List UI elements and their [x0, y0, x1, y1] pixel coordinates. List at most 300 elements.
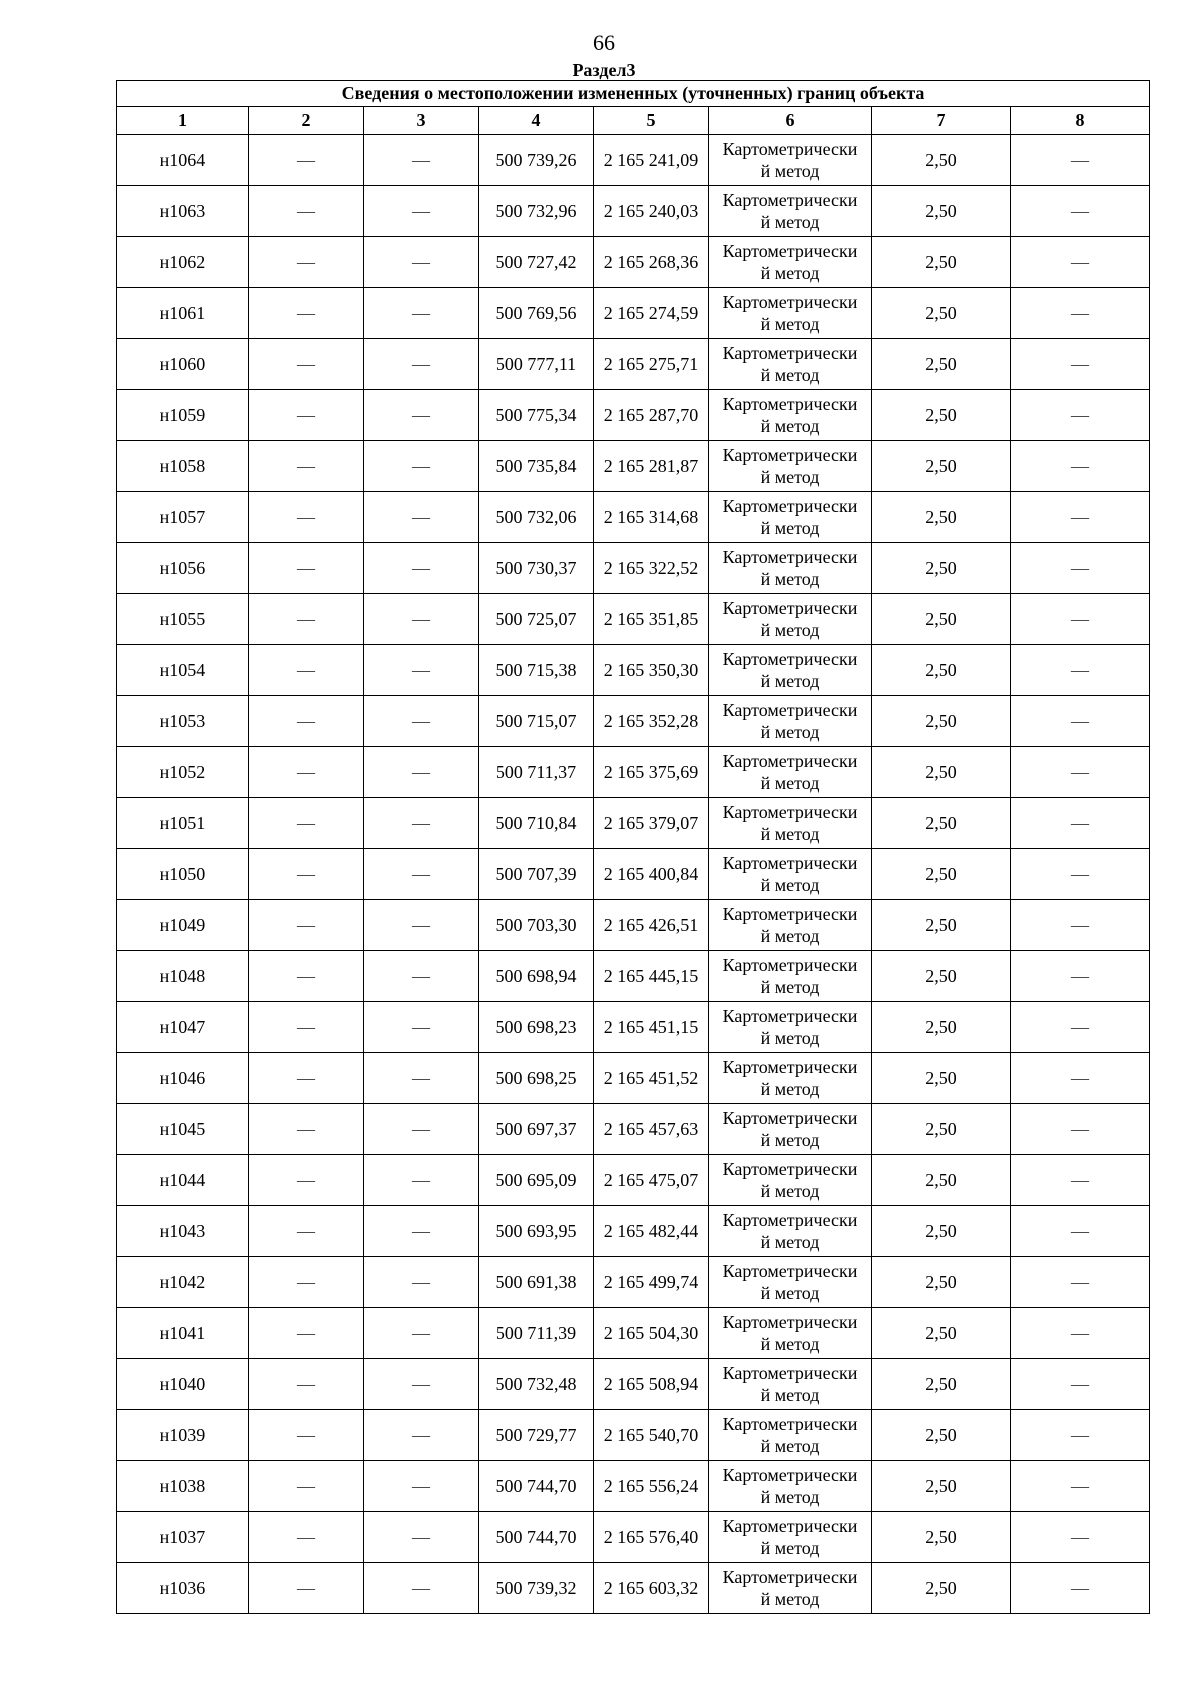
table-row — [117, 1563, 1150, 1614]
dash-cell: — — [249, 594, 364, 645]
point-number-cell: н1047 — [117, 1002, 249, 1053]
point-number-cell: н1040 — [117, 1359, 249, 1410]
method-line-1: Картометрически — [722, 904, 858, 924]
method-cell — [709, 1410, 872, 1461]
dash-cell: — — [249, 492, 364, 543]
dash-cell: — — [364, 1053, 479, 1104]
table-row — [117, 1461, 1150, 1512]
dash-cell: — — [1011, 594, 1150, 645]
precision-cell: 2,50 — [872, 135, 1011, 186]
method-line-1: Картометрически — [722, 700, 858, 720]
dash-cell: — — [364, 1104, 479, 1155]
table-row — [117, 441, 1150, 492]
x-coordinate-cell: 500 744,70 — [479, 1512, 594, 1563]
dash-cell: — — [1011, 747, 1150, 798]
x-coordinate-cell: 500 730,37 — [479, 543, 594, 594]
y-coordinate-cell: 2 165 451,15 — [594, 1002, 709, 1053]
table-row — [117, 900, 1150, 951]
precision-cell: 2,50 — [872, 1359, 1011, 1410]
dash-cell: — — [364, 441, 479, 492]
precision-cell: 2,50 — [872, 1053, 1011, 1104]
table-row — [117, 1155, 1150, 1206]
table-row — [117, 645, 1150, 696]
method-line-2: й метод — [760, 671, 820, 691]
column-header-3: 3 — [364, 107, 479, 135]
precision-cell: 2,50 — [872, 594, 1011, 645]
method-cell — [709, 1461, 872, 1512]
dash-cell: — — [1011, 1512, 1150, 1563]
method-line-2: й метод — [760, 1283, 820, 1303]
method-cell — [709, 1155, 872, 1206]
method-cell — [709, 237, 872, 288]
dash-cell: — — [364, 849, 479, 900]
dash-cell: — — [364, 1512, 479, 1563]
y-coordinate-cell: 2 165 475,07 — [594, 1155, 709, 1206]
dash-cell: — — [364, 747, 479, 798]
method-line-2: й метод — [760, 926, 820, 946]
x-coordinate-cell: 500 775,34 — [479, 390, 594, 441]
x-coordinate-cell: 500 732,48 — [479, 1359, 594, 1410]
method-line-2: й метод — [760, 212, 820, 232]
dash-cell: — — [364, 135, 479, 186]
dash-cell: — — [1011, 543, 1150, 594]
dash-cell: — — [249, 1002, 364, 1053]
x-coordinate-cell: 500 729,77 — [479, 1410, 594, 1461]
method-line-1: Картометрически — [722, 1465, 858, 1485]
dash-cell: — — [364, 492, 479, 543]
method-cell — [709, 1053, 872, 1104]
dash-cell: — — [364, 1002, 479, 1053]
precision-cell: 2,50 — [872, 849, 1011, 900]
point-number-cell: н1064 — [117, 135, 249, 186]
dash-cell: — — [1011, 1053, 1150, 1104]
method-cell — [709, 135, 872, 186]
precision-cell: 2,50 — [872, 747, 1011, 798]
dash-cell: — — [1011, 645, 1150, 696]
dash-cell: — — [1011, 492, 1150, 543]
point-number-cell: н1049 — [117, 900, 249, 951]
method-line-2: й метод — [760, 569, 820, 589]
y-coordinate-cell: 2 165 426,51 — [594, 900, 709, 951]
dash-cell: — — [1011, 1563, 1150, 1614]
dash-cell: — — [1011, 390, 1150, 441]
method-line-2: й метод — [760, 467, 820, 487]
method-line-1: Картометрически — [722, 598, 858, 618]
y-coordinate-cell: 2 165 350,30 — [594, 645, 709, 696]
dash-cell: — — [249, 1461, 364, 1512]
section-title: Раздел3 — [572, 60, 636, 80]
y-coordinate-cell: 2 165 445,15 — [594, 951, 709, 1002]
y-coordinate-cell: 2 165 274,59 — [594, 288, 709, 339]
table-row — [117, 747, 1150, 798]
dash-cell: — — [249, 1206, 364, 1257]
point-number-cell: н1041 — [117, 1308, 249, 1359]
precision-cell: 2,50 — [872, 1512, 1011, 1563]
dash-cell: — — [249, 1257, 364, 1308]
dash-cell: — — [1011, 696, 1150, 747]
method-line-2: й метод — [760, 773, 820, 793]
method-line-1: Картометрически — [722, 802, 858, 822]
table-row — [117, 1512, 1150, 1563]
x-coordinate-cell: 500 732,06 — [479, 492, 594, 543]
method-line-2: й метод — [760, 977, 820, 997]
y-coordinate-cell: 2 165 240,03 — [594, 186, 709, 237]
method-line-2: й метод — [760, 824, 820, 844]
table-row — [117, 1410, 1150, 1461]
dash-cell: — — [364, 798, 479, 849]
method-line-2: й метод — [760, 1334, 820, 1354]
precision-cell: 2,50 — [872, 492, 1011, 543]
dash-cell: — — [1011, 288, 1150, 339]
dash-cell: — — [364, 1563, 479, 1614]
method-cell — [709, 1002, 872, 1053]
dash-cell: — — [1011, 1104, 1150, 1155]
method-line-1: Картометрически — [722, 1057, 858, 1077]
x-coordinate-cell: 500 698,25 — [479, 1053, 594, 1104]
y-coordinate-cell: 2 165 504,30 — [594, 1308, 709, 1359]
x-coordinate-cell: 500 698,23 — [479, 1002, 594, 1053]
precision-cell: 2,50 — [872, 951, 1011, 1002]
point-number-cell: н1044 — [117, 1155, 249, 1206]
x-coordinate-cell: 500 732,96 — [479, 186, 594, 237]
method-line-1: Картометрически — [722, 241, 858, 261]
table-caption: Сведения о местоположении измененных (уточненных) границ объекта — [117, 81, 1150, 107]
x-coordinate-cell: 500 739,26 — [479, 135, 594, 186]
precision-cell: 2,50 — [872, 1206, 1011, 1257]
precision-cell: 2,50 — [872, 900, 1011, 951]
dash-cell: — — [249, 237, 364, 288]
dash-cell: — — [1011, 135, 1150, 186]
method-line-1: Картометрически — [722, 1516, 858, 1536]
point-number-cell: н1043 — [117, 1206, 249, 1257]
point-number-cell: н1051 — [117, 798, 249, 849]
table-row — [117, 798, 1150, 849]
method-cell — [709, 1359, 872, 1410]
method-line-1: Картометрически — [722, 547, 858, 567]
y-coordinate-cell: 2 165 275,71 — [594, 339, 709, 390]
point-number-cell: н1039 — [117, 1410, 249, 1461]
x-coordinate-cell: 500 703,30 — [479, 900, 594, 951]
method-line-1: Картометрически — [722, 1414, 858, 1434]
y-coordinate-cell: 2 165 287,70 — [594, 390, 709, 441]
precision-cell: 2,50 — [872, 288, 1011, 339]
dash-cell: — — [364, 594, 479, 645]
table-row — [117, 492, 1150, 543]
method-cell — [709, 594, 872, 645]
precision-cell: 2,50 — [872, 798, 1011, 849]
method-line-2: й метод — [760, 1538, 820, 1558]
dash-cell: — — [249, 849, 364, 900]
y-coordinate-cell: 2 165 241,09 — [594, 135, 709, 186]
x-coordinate-cell: 500 695,09 — [479, 1155, 594, 1206]
y-coordinate-cell: 2 165 499,74 — [594, 1257, 709, 1308]
precision-cell: 2,50 — [872, 1563, 1011, 1614]
method-line-2: й метод — [760, 263, 820, 283]
dash-cell: — — [249, 339, 364, 390]
precision-cell: 2,50 — [872, 1461, 1011, 1512]
x-coordinate-cell: 500 693,95 — [479, 1206, 594, 1257]
method-line-1: Картометрически — [722, 751, 858, 771]
method-line-1: Картометрически — [722, 1363, 858, 1383]
y-coordinate-cell: 2 165 603,32 — [594, 1563, 709, 1614]
dash-cell: — — [249, 1512, 364, 1563]
method-line-2: й метод — [760, 620, 820, 640]
dash-cell: — — [1011, 1359, 1150, 1410]
dash-cell: — — [364, 1308, 479, 1359]
dash-cell: — — [1011, 1002, 1150, 1053]
y-coordinate-cell: 2 165 457,63 — [594, 1104, 709, 1155]
y-coordinate-cell: 2 165 375,69 — [594, 747, 709, 798]
point-number-cell: н1055 — [117, 594, 249, 645]
y-coordinate-cell: 2 165 482,44 — [594, 1206, 709, 1257]
dash-cell: — — [249, 1563, 364, 1614]
y-coordinate-cell: 2 165 351,85 — [594, 594, 709, 645]
page-number: 66 — [593, 30, 615, 55]
method-line-1: Картометрически — [722, 190, 858, 210]
point-number-cell: н1037 — [117, 1512, 249, 1563]
dash-cell: — — [1011, 900, 1150, 951]
x-coordinate-cell: 500 710,84 — [479, 798, 594, 849]
point-number-cell: н1046 — [117, 1053, 249, 1104]
method-line-2: й метод — [760, 518, 820, 538]
table-row — [117, 543, 1150, 594]
x-coordinate-cell: 500 715,07 — [479, 696, 594, 747]
boundary-coordinates-table — [116, 80, 1150, 1614]
x-coordinate-cell: 500 715,38 — [479, 645, 594, 696]
method-line-2: й метод — [760, 722, 820, 742]
y-coordinate-cell: 2 165 314,68 — [594, 492, 709, 543]
method-line-2: й метод — [760, 365, 820, 385]
point-number-cell: н1063 — [117, 186, 249, 237]
precision-cell: 2,50 — [872, 441, 1011, 492]
dash-cell: — — [1011, 1308, 1150, 1359]
dash-cell: — — [249, 390, 364, 441]
table-row — [117, 1002, 1150, 1053]
method-line-1: Картометрически — [722, 853, 858, 873]
dash-cell: — — [249, 441, 364, 492]
dash-cell: — — [364, 951, 479, 1002]
x-coordinate-cell: 500 735,84 — [479, 441, 594, 492]
point-number-cell: н1038 — [117, 1461, 249, 1512]
method-cell — [709, 1206, 872, 1257]
method-cell — [709, 747, 872, 798]
table-row — [117, 390, 1150, 441]
point-number-cell: н1062 — [117, 237, 249, 288]
dash-cell: — — [364, 900, 479, 951]
method-cell — [709, 951, 872, 1002]
method-cell — [709, 543, 872, 594]
dash-cell: — — [1011, 237, 1150, 288]
dash-cell: — — [1011, 951, 1150, 1002]
column-number-row — [117, 107, 1150, 135]
method-line-1: Картометрически — [722, 955, 858, 975]
method-line-2: й метод — [760, 1385, 820, 1405]
method-line-2: й метод — [760, 1181, 820, 1201]
point-number-cell: н1054 — [117, 645, 249, 696]
dash-cell: — — [364, 186, 479, 237]
method-line-2: й метод — [760, 1028, 820, 1048]
precision-cell: 2,50 — [872, 339, 1011, 390]
method-cell — [709, 798, 872, 849]
method-cell — [709, 1512, 872, 1563]
x-coordinate-cell: 500 697,37 — [479, 1104, 594, 1155]
dash-cell: — — [249, 186, 364, 237]
dash-cell: — — [1011, 1155, 1150, 1206]
point-number-cell: н1045 — [117, 1104, 249, 1155]
table-row — [117, 1104, 1150, 1155]
dash-cell: — — [249, 645, 364, 696]
method-line-1: Картометрически — [722, 445, 858, 465]
dash-cell: — — [249, 288, 364, 339]
method-cell — [709, 1104, 872, 1155]
table-row — [117, 135, 1150, 186]
y-coordinate-cell: 2 165 400,84 — [594, 849, 709, 900]
table-row — [117, 696, 1150, 747]
method-cell — [709, 441, 872, 492]
method-line-2: й метод — [760, 1232, 820, 1252]
precision-cell: 2,50 — [872, 1257, 1011, 1308]
precision-cell: 2,50 — [872, 1002, 1011, 1053]
x-coordinate-cell: 500 744,70 — [479, 1461, 594, 1512]
precision-cell: 2,50 — [872, 186, 1011, 237]
dash-cell: — — [249, 798, 364, 849]
dash-cell: — — [249, 747, 364, 798]
x-coordinate-cell: 500 707,39 — [479, 849, 594, 900]
dash-cell: — — [249, 900, 364, 951]
dash-cell: — — [364, 645, 479, 696]
dash-cell: — — [364, 1155, 479, 1206]
y-coordinate-cell: 2 165 576,40 — [594, 1512, 709, 1563]
column-header-4: 4 — [479, 107, 594, 135]
point-number-cell: н1052 — [117, 747, 249, 798]
method-cell — [709, 339, 872, 390]
dash-cell: — — [364, 390, 479, 441]
dash-cell: — — [364, 288, 479, 339]
dash-cell: — — [364, 1461, 479, 1512]
y-coordinate-cell: 2 165 268,36 — [594, 237, 709, 288]
table-row — [117, 288, 1150, 339]
table-row — [117, 1257, 1150, 1308]
x-coordinate-cell: 500 727,42 — [479, 237, 594, 288]
column-header-2: 2 — [249, 107, 364, 135]
precision-cell: 2,50 — [872, 1155, 1011, 1206]
x-coordinate-cell: 500 711,39 — [479, 1308, 594, 1359]
method-line-2: й метод — [760, 314, 820, 334]
dash-cell: — — [1011, 849, 1150, 900]
precision-cell: 2,50 — [872, 1308, 1011, 1359]
table-row — [117, 186, 1150, 237]
dash-cell: — — [364, 1359, 479, 1410]
method-line-1: Картометрически — [722, 343, 858, 363]
x-coordinate-cell: 500 711,37 — [479, 747, 594, 798]
x-coordinate-cell: 500 725,07 — [479, 594, 594, 645]
dash-cell: — — [364, 339, 479, 390]
dash-cell: — — [364, 1206, 479, 1257]
dash-cell: — — [1011, 798, 1150, 849]
precision-cell: 2,50 — [872, 1410, 1011, 1461]
point-number-cell: н1058 — [117, 441, 249, 492]
method-line-2: й метод — [760, 1589, 820, 1609]
y-coordinate-cell: 2 165 451,52 — [594, 1053, 709, 1104]
point-number-cell: н1036 — [117, 1563, 249, 1614]
point-number-cell: н1042 — [117, 1257, 249, 1308]
table-row — [117, 1359, 1150, 1410]
point-number-cell: н1048 — [117, 951, 249, 1002]
column-header-8: 8 — [1011, 107, 1150, 135]
y-coordinate-cell: 2 165 540,70 — [594, 1410, 709, 1461]
method-line-2: й метод — [760, 1436, 820, 1456]
point-number-cell: н1061 — [117, 288, 249, 339]
point-number-cell: н1056 — [117, 543, 249, 594]
dash-cell: — — [364, 1257, 479, 1308]
dash-cell: — — [249, 951, 364, 1002]
method-cell — [709, 1308, 872, 1359]
point-number-cell: н1050 — [117, 849, 249, 900]
dash-cell: — — [1011, 1410, 1150, 1461]
dash-cell: — — [364, 696, 479, 747]
column-header-7: 7 — [872, 107, 1011, 135]
table-row — [117, 849, 1150, 900]
x-coordinate-cell: 500 698,94 — [479, 951, 594, 1002]
dash-cell: — — [249, 1308, 364, 1359]
y-coordinate-cell: 2 165 508,94 — [594, 1359, 709, 1410]
method-line-2: й метод — [760, 1079, 820, 1099]
precision-cell: 2,50 — [872, 390, 1011, 441]
column-header-6: 6 — [709, 107, 872, 135]
table-row — [117, 237, 1150, 288]
y-coordinate-cell: 2 165 352,28 — [594, 696, 709, 747]
precision-cell: 2,50 — [872, 237, 1011, 288]
dash-cell: — — [1011, 1206, 1150, 1257]
point-number-cell: н1060 — [117, 339, 249, 390]
method-line-1: Картометрически — [722, 649, 858, 669]
method-line-2: й метод — [760, 1487, 820, 1507]
dash-cell: — — [1011, 1257, 1150, 1308]
dash-cell: — — [1011, 186, 1150, 237]
method-cell — [709, 696, 872, 747]
method-line-1: Картометрически — [722, 1261, 858, 1281]
y-coordinate-cell: 2 165 281,87 — [594, 441, 709, 492]
method-line-1: Картометрически — [722, 1006, 858, 1026]
dash-cell: — — [249, 1104, 364, 1155]
method-line-1: Картометрически — [722, 292, 858, 312]
precision-cell: 2,50 — [872, 696, 1011, 747]
column-header-5: 5 — [594, 107, 709, 135]
dash-cell: — — [249, 696, 364, 747]
table-row — [117, 1206, 1150, 1257]
dash-cell: — — [249, 135, 364, 186]
method-cell — [709, 390, 872, 441]
method-line-1: Картометрически — [722, 394, 858, 414]
method-cell — [709, 849, 872, 900]
method-cell — [709, 645, 872, 696]
table-row — [117, 594, 1150, 645]
dash-cell: — — [364, 237, 479, 288]
dash-cell: — — [249, 543, 364, 594]
point-number-cell: н1057 — [117, 492, 249, 543]
x-coordinate-cell: 500 691,38 — [479, 1257, 594, 1308]
dash-cell: — — [1011, 1461, 1150, 1512]
column-header-1: 1 — [117, 107, 249, 135]
method-line-1: Картометрически — [722, 1159, 858, 1179]
method-line-1: Картометрически — [722, 139, 858, 159]
method-line-2: й метод — [760, 875, 820, 895]
method-line-1: Картометрически — [722, 496, 858, 516]
y-coordinate-cell: 2 165 556,24 — [594, 1461, 709, 1512]
point-number-cell: н1053 — [117, 696, 249, 747]
dash-cell: — — [249, 1410, 364, 1461]
method-line-2: й метод — [760, 161, 820, 181]
